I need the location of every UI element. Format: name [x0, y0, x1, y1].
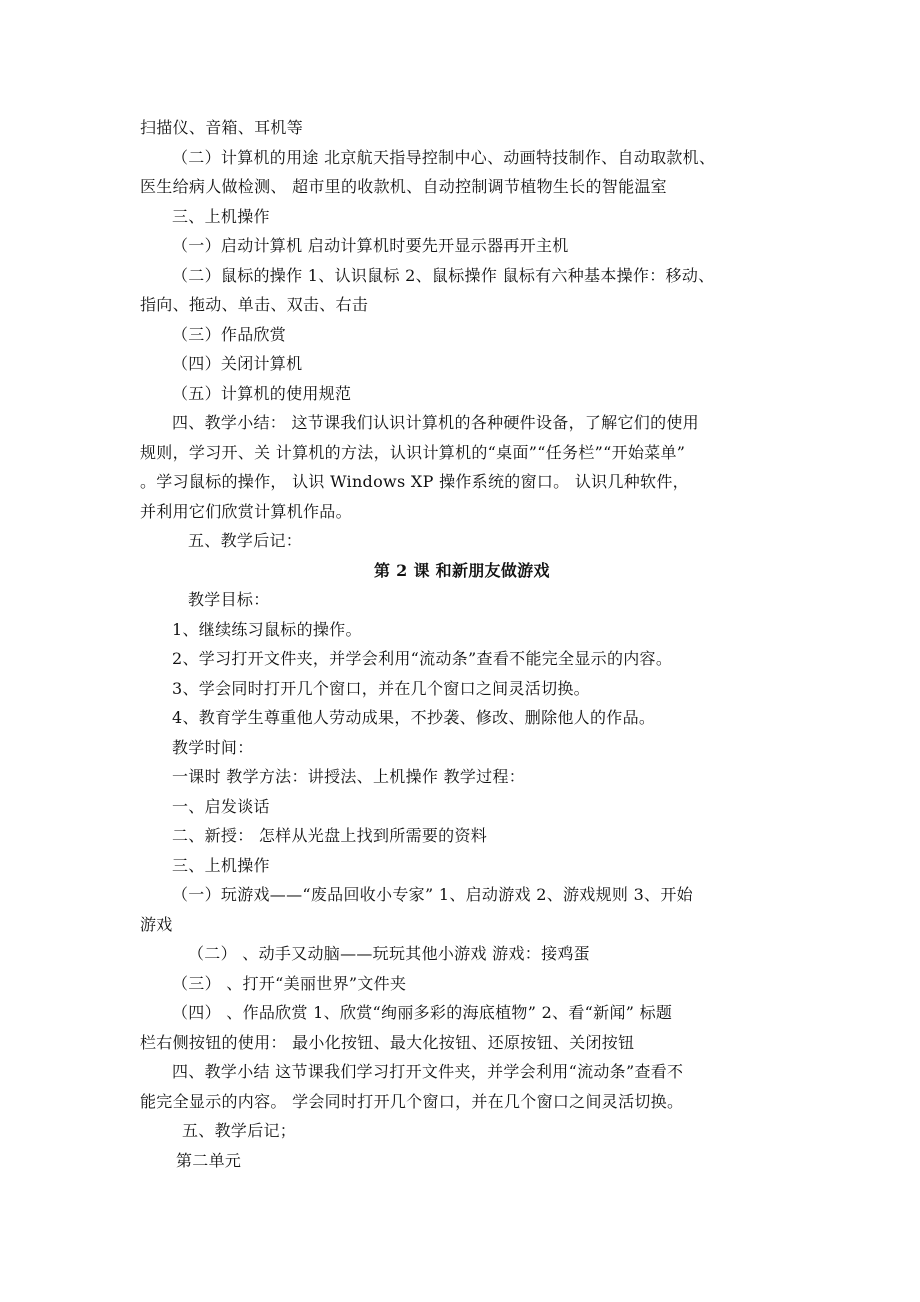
text-line: 并利用它们欣赏计算机作品。 — [140, 502, 352, 521]
text-line: 4、教育学生尊重他人劳动成果，不抄袭、修改、删除他人的作品。 — [172, 708, 656, 727]
text-line: （一）启动计算机 启动计算机时要先开显示器再开主机 — [172, 236, 569, 255]
text-line: （一）玩游戏——“废品回收小专家” 1、启动游戏 2、游戏规则 3、开始 — [172, 885, 693, 904]
text-line: （二）计算机的用途 北京航天指导控制中心、动画特技制作、自动取款机、 — [172, 148, 716, 167]
text-line: 教学目标： — [188, 590, 270, 609]
text-line: 能完全显示的内容。 学会同时打开几个窗口，并在几个窗口之间灵活切换。 — [140, 1092, 684, 1111]
text-line: （三） 、打开“美丽世界”文件夹 — [172, 974, 407, 993]
text-line: 规则，学习开、关 计算机的方法，认识计算机的“桌面”“任务栏”“开始菜单” — [140, 443, 686, 462]
text-line: 2、学习打开文件夹，并学会利用“流动条”查看不能完全显示的内容。 — [172, 649, 673, 668]
text-line: 五、教学后记： — [188, 531, 303, 550]
lesson-title: 第 2 课 和新朋友做游戏 — [374, 561, 550, 580]
text-line: 教学时间： — [172, 738, 254, 757]
text-line: 一课时 教学方法：讲授法、上机操作 教学过程： — [172, 767, 526, 786]
text-line: （四） 、作品欣赏 1、欣赏“绚丽多彩的海底植物” 2、看“新闻” 标题 — [172, 1003, 673, 1022]
text-line: 。学习鼠标的操作， 认识 Windows XP 操作系统的窗口。 认识几种软件， — [140, 472, 689, 491]
text-line: 第二单元 — [176, 1151, 242, 1170]
text-line: 一、启发谈话 — [172, 797, 270, 816]
text-line: 扫描仪、音箱、耳机等 — [140, 118, 304, 137]
text-line: 游戏 — [140, 915, 173, 934]
text-line: 三、上机操作 — [172, 856, 270, 875]
text-line: 五、教学后记； — [182, 1121, 297, 1140]
text-line: 四、教学小结： 这节课我们认识计算机的各种硬件设备，了解它们的使用 — [172, 413, 699, 432]
text-line: 三、上机操作 — [172, 207, 270, 226]
text-line: （三）作品欣赏 — [172, 325, 287, 344]
text-line: 1、继续练习鼠标的操作。 — [172, 620, 362, 639]
text-line: 3、学会同时打开几个窗口，并在几个窗口之间灵活切换。 — [172, 679, 590, 698]
text-line: （二） 、动手又动脑——玩玩其他小游戏 游戏：接鸡蛋 — [188, 944, 590, 963]
text-line: 四、教学小结 这节课我们学习打开文件夹，并学会利用“流动条”查看不 — [172, 1062, 684, 1081]
text-line: 二、新授： 怎样从光盘上找到所需要的资料 — [172, 826, 488, 845]
text-line: （四）关闭计算机 — [172, 354, 303, 373]
text-line: 医生给病人做检测、 超市里的收款机、自动控制调节植物生长的智能温室 — [140, 177, 667, 196]
text-line: 栏右侧按钮的使用： 最小化按钮、最大化按钮、还原按钮、关闭按钮 — [140, 1033, 635, 1052]
text-line: 指向、拖动、单击、双击、右击 — [140, 295, 369, 314]
text-line: （五）计算机的使用规范 — [172, 384, 352, 403]
text-line: （二）鼠标的操作 1、认识鼠标 2、鼠标操作 鼠标有六种基本操作：移动、 — [172, 266, 715, 285]
